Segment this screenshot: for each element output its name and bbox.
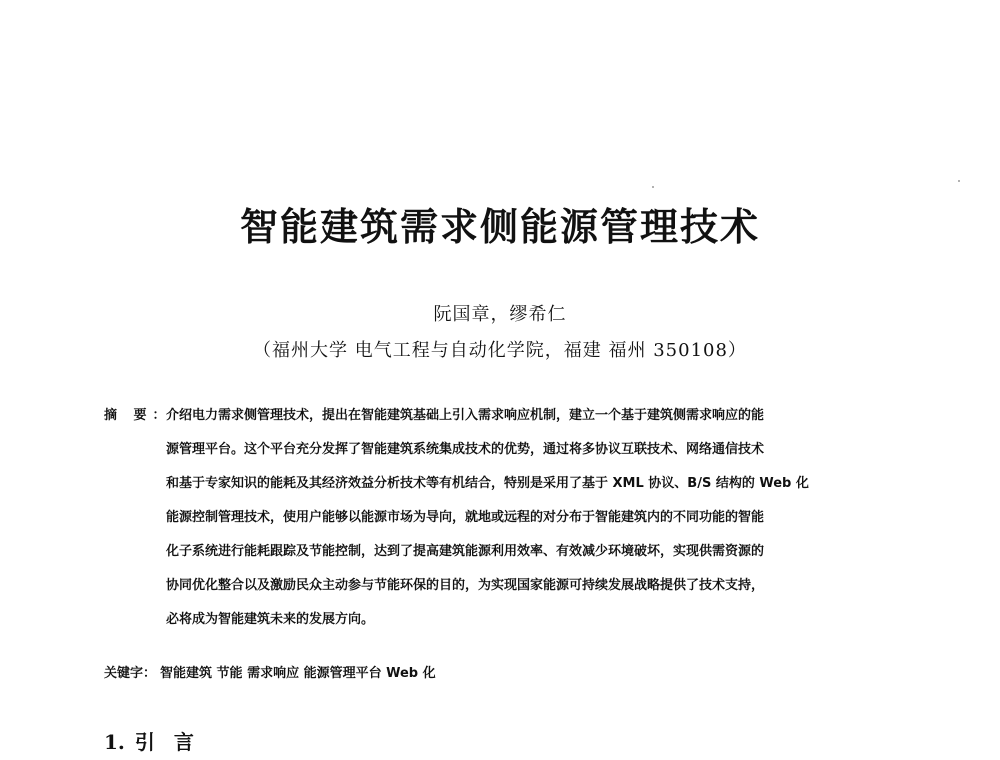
- abstract-line: [104, 542, 904, 576]
- paper-affiliation: （福州大学 电气工程与自动化学院，福建 福州 350108）: [253, 340, 747, 361]
- scan-speck: [652, 186, 654, 188]
- abstract-text: 化子系统进行能耗跟踪及节能控制，达到了提高建筑能源利用效率、有效减少环境破坏，实现供需资源的: [166, 544, 765, 559]
- section-title: 引 言: [134, 730, 200, 754]
- keywords-text: 智能建筑 节能 需求响应 能源管理平台 Web 化: [160, 666, 436, 681]
- abstract-text: 源管理平台。这个平台充分发挥了智能建筑系统集成技术的优势，通过将多协议互联技术、网络通信技术: [166, 442, 765, 457]
- scan-speck: [958, 180, 960, 182]
- abstract-text: 介绍电力需求侧管理技术，提出在智能建筑基础上引入需求响应机制，建立一个基于建筑侧需求响应的能: [166, 408, 765, 423]
- abstract-text: 必将成为智能建筑未来的发展方向。: [166, 612, 375, 627]
- abstract-line: [104, 610, 904, 644]
- abstract-text: 和基于专家知识的能耗及其经济效益分析技术等有机结合，特别是采用了基于 XML 协议、B/S 结构的 Web 化: [166, 476, 809, 491]
- abstract-line: [104, 576, 904, 610]
- section-heading: [104, 726, 200, 755]
- abstract-block: [104, 406, 904, 644]
- abstract-line: [104, 406, 904, 440]
- abstract-label: 摘 要：: [104, 408, 172, 423]
- paper-authors: 阮国章，缪希仁: [433, 304, 567, 325]
- section-number: 1.: [104, 730, 125, 754]
- paper-title: 智能建筑需求侧能源管理技术: [239, 205, 760, 249]
- abstract-line: [104, 440, 904, 474]
- abstract-text: 协同优化整合以及激励民众主动参与节能环保的目的，为实现国家能源可持续发展战略提供了技术支持，: [166, 578, 765, 593]
- keywords-line: [104, 662, 436, 681]
- abstract-line: [104, 508, 904, 542]
- keywords-label: 关键字：: [104, 666, 157, 681]
- abstract-text: 能源控制管理技术，使用户能够以能源市场为导向，就地或远程的对分布于智能建筑内的不同功能的智能: [166, 510, 765, 525]
- abstract-line: [104, 474, 904, 508]
